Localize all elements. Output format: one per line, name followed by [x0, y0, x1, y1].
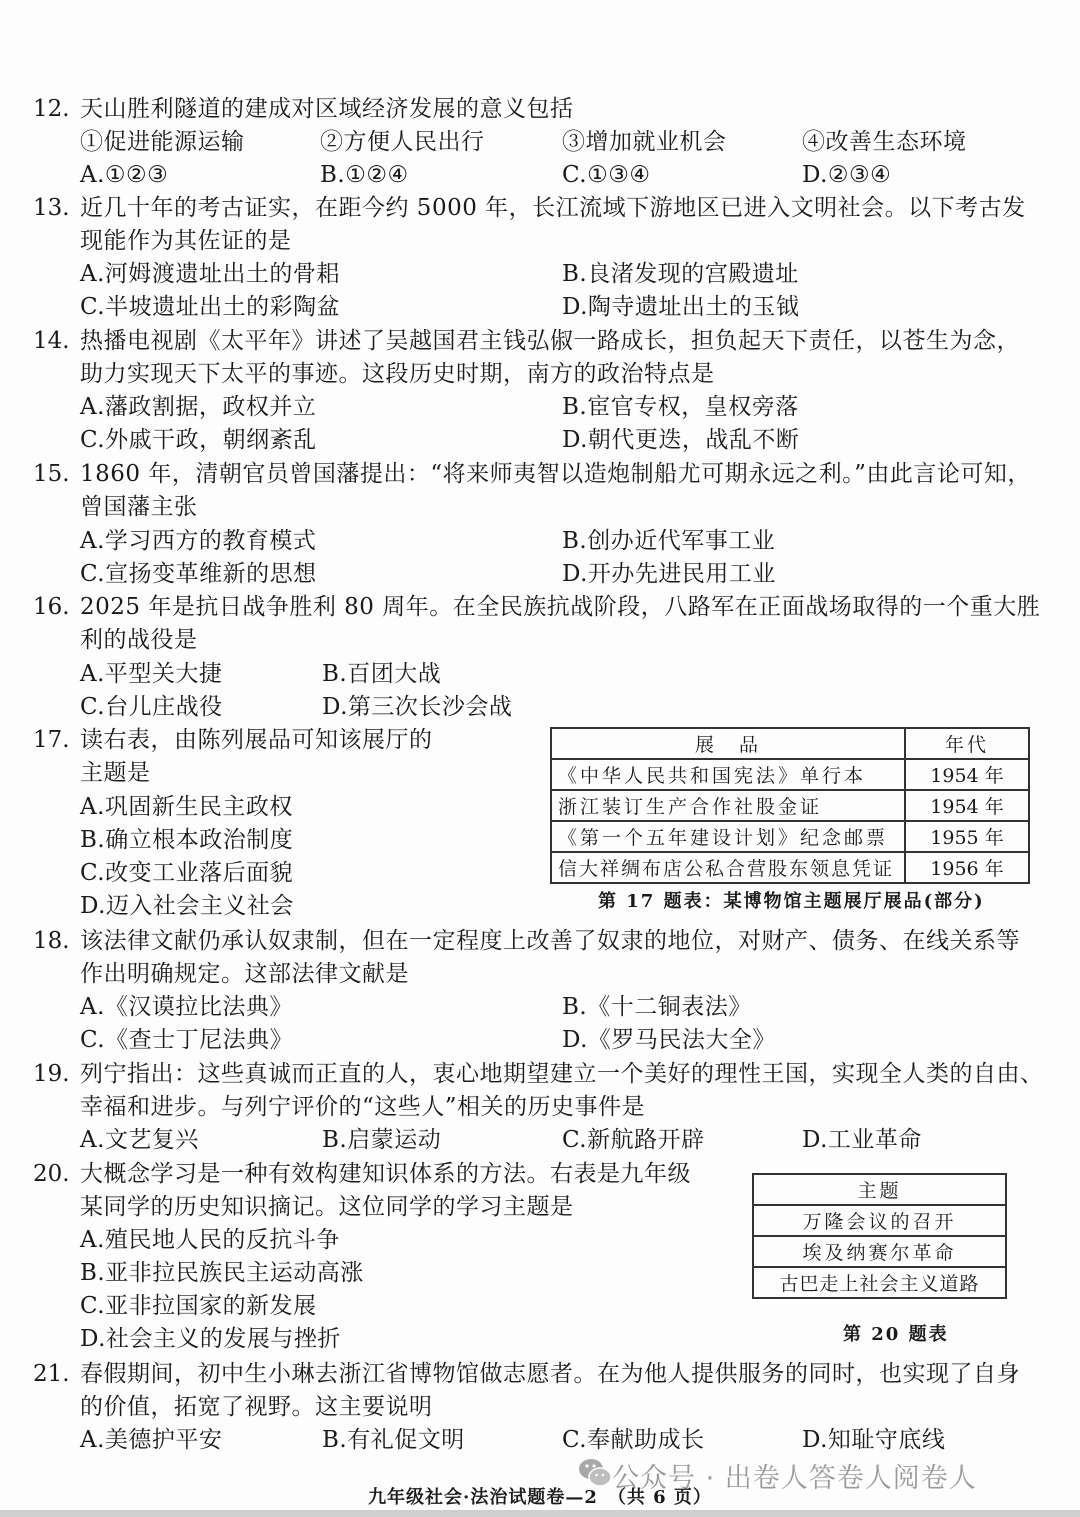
table-row — [551, 821, 1029, 852]
question-number: 19. — [33, 1061, 70, 1087]
question-number: 18. — [33, 928, 70, 954]
option-d: D.迈入社会主义社会 — [80, 893, 294, 919]
table-cell: 浙江装订生产合作社股金证 — [551, 790, 905, 821]
statement: ③增加就业机会 — [562, 129, 727, 155]
option-c: C.宣扬变革维新的思想 — [80, 561, 317, 587]
bottom-edge — [0, 1510, 1080, 1517]
question-stem: 春假期间，初中生小琳去浙江省博物馆做志愿者。在为他人提供服务的同时，也实现了自身 — [80, 1361, 1020, 1387]
table-row — [551, 790, 1029, 821]
table-cell: 信大祥绸布店公私合营股东领息凭证 — [551, 852, 905, 883]
option-d: D.社会主义的发展与挫折 — [80, 1326, 341, 1352]
option-b: B.《十二铜表法》 — [562, 994, 752, 1020]
option-c: C.改变工业落后面貌 — [80, 860, 294, 886]
table-cell: 万隆会议的召开 — [753, 1205, 1006, 1236]
option-c: C.①③④ — [562, 162, 651, 188]
option-c: C.《查士丁尼法典》 — [80, 1027, 294, 1053]
question-stem: 助力实现天下太平的事迹。这段历史时期，南方的政治特点是 — [80, 361, 715, 387]
question-stem: 读右表，由陈列展品可知该展厅的 — [80, 727, 433, 753]
table-header: 主题 — [753, 1174, 1006, 1205]
question-stem: 2025 年是抗日战争胜利 80 周年。在全民族抗战阶段，八路军在正面战场取得的一个重大胜 — [80, 594, 1041, 620]
option-a: A.巩固新生民主政权 — [80, 794, 293, 820]
table-cell: 古巴走上社会主义道路 — [753, 1267, 1006, 1298]
option-a: A.美德护平安 — [80, 1427, 223, 1453]
question-stem: 作出明确规定。这部法律文献是 — [80, 961, 409, 987]
option-a: A.《汉谟拉比法典》 — [80, 994, 293, 1020]
option-c: C.亚非拉国家的新发展 — [80, 1293, 317, 1319]
option-d: D.陶寺遗址出土的玉钺 — [562, 294, 800, 320]
table-cell: 1954 年 — [905, 759, 1029, 790]
table-cell: 《中华人民共和国宪法》单行本 — [551, 759, 905, 790]
option-a: A.河姆渡遗址出土的骨耜 — [80, 261, 340, 287]
option-a: A.殖民地人民的反抗斗争 — [80, 1227, 340, 1253]
question-stem: 天山胜利隧道的建成对区域经济发展的意义包括 — [80, 96, 574, 122]
table-row — [753, 1267, 1006, 1298]
table-cell: 1955 年 — [905, 821, 1029, 852]
table-caption: 第 20 题表 — [843, 1324, 949, 1345]
option-b: B.有礼促文明 — [322, 1427, 465, 1453]
option-d: D.工业革命 — [802, 1127, 922, 1153]
option-b: B.确立根本政治制度 — [80, 827, 294, 853]
option-b: B.宦官专权，皇权旁落 — [562, 394, 799, 420]
question-stem: 列宁指出：这些真诚而正直的人，衷心地期望建立一个美好的理性王国，实现全人类的自由、 — [80, 1061, 1044, 1087]
option-b: B.①②④ — [320, 162, 409, 188]
question-number: 13. — [33, 195, 70, 221]
option-a: A.文艺复兴 — [80, 1127, 199, 1153]
option-b: B.亚非拉民族民主运动高涨 — [80, 1260, 364, 1286]
question-stem: 利的战役是 — [80, 627, 198, 653]
option-d: D.第三次长沙会战 — [322, 694, 513, 720]
table-row — [753, 1236, 1006, 1267]
question-stem: 曾国藩主张 — [80, 494, 198, 520]
option-d: D.开办先进民用工业 — [562, 561, 776, 587]
question-stem: 幸福和进步。与列宁评价的“这些人”相关的历史事件是 — [80, 1094, 646, 1120]
option-d: D.《罗马民法大全》 — [562, 1027, 776, 1053]
question-number: 16. — [33, 594, 70, 620]
option-c: C.外戚干政，朝纲紊乱 — [80, 427, 317, 453]
option-c: C.台儿庄战役 — [80, 694, 223, 720]
question-stem: 现能作为其佐证的是 — [80, 228, 292, 254]
question-stem: 热播电视剧《太平年》讲述了吴越国君主钱弘俶一路成长，担负起天下责任，以苍生为念， — [80, 328, 1020, 354]
statement: ④改善生态环境 — [802, 129, 967, 155]
page-footer: 九年级社会·法治试题卷—2 （共 6 页） — [368, 1487, 712, 1508]
option-c: C.奉献助成长 — [562, 1427, 705, 1453]
question-stem: 某同学的历史知识摘记。这位同学的学习主题是 — [80, 1194, 574, 1220]
option-c: C.半坡遗址出土的彩陶盆 — [80, 294, 341, 320]
question-number: 15. — [33, 461, 70, 487]
option-c: C.新航路开辟 — [562, 1127, 705, 1153]
option-d: D.②③④ — [802, 162, 892, 188]
option-b: B.启蒙运动 — [322, 1127, 442, 1153]
option-d: D.知耻守底线 — [802, 1427, 946, 1453]
option-b: B.良渚发现的宫殿遗址 — [562, 261, 799, 287]
table-caption: 第 17 题表：某博物馆主题展厅展品(部分) — [598, 891, 985, 912]
table-row — [753, 1205, 1006, 1236]
question-stem: 大概念学习是一种有效构建知识体系的方法。右表是九年级 — [80, 1161, 691, 1187]
question-stem: 的价值，拓宽了视野。这主要说明 — [80, 1394, 433, 1420]
statement: ②方便人民出行 — [320, 129, 485, 155]
table-cell: 埃及纳赛尔革命 — [753, 1236, 1006, 1267]
question-number: 14. — [33, 328, 70, 354]
option-a: A.学习西方的教育模式 — [80, 528, 317, 554]
option-d: D.朝代更迭，战乱不断 — [562, 427, 800, 453]
statement: ①促进能源运输 — [80, 129, 245, 155]
table-row — [551, 759, 1029, 790]
watermark-text: 公众号 · 出卷人答卷人阅卷人 — [612, 1463, 977, 1494]
question-number: 21. — [33, 1361, 70, 1387]
question-stem: 1860 年，清朝官员曾国藩提出：“将来师夷智以造炮制船尤可期永远之利。”由此言论可知， — [80, 461, 1031, 487]
exhibit-table — [550, 727, 1030, 884]
option-b: B.百团大战 — [322, 661, 442, 687]
option-b: B.创办近代军事工业 — [562, 528, 776, 554]
table-row — [551, 852, 1029, 883]
theme-table — [752, 1173, 1007, 1299]
question-number: 12. — [33, 96, 70, 122]
table-header: 展 品 — [551, 728, 905, 759]
option-a: A.①②③ — [80, 162, 169, 188]
question-number: 17. — [33, 727, 70, 753]
question-stem: 该法律文献仍承认奴隶制，但在一定程度上改善了奴隶的地位，对财产、债务、在线关系等 — [80, 928, 1020, 954]
table-cell: 1954 年 — [905, 790, 1029, 821]
question-stem: 近几十年的考古证实，在距今约 5000 年，长江流域下游地区已进入文明社会。以下考古发 — [80, 195, 1026, 221]
table-header: 年代 — [905, 728, 1029, 759]
question-number: 20. — [33, 1161, 70, 1187]
option-a: A.藩政割据，政权并立 — [80, 394, 317, 420]
table-cell: 《第一个五年建设计划》纪念邮票 — [551, 821, 905, 852]
option-a: A.平型关大捷 — [80, 661, 223, 687]
question-stem: 主题是 — [80, 760, 151, 786]
table-cell: 1956 年 — [905, 852, 1029, 883]
